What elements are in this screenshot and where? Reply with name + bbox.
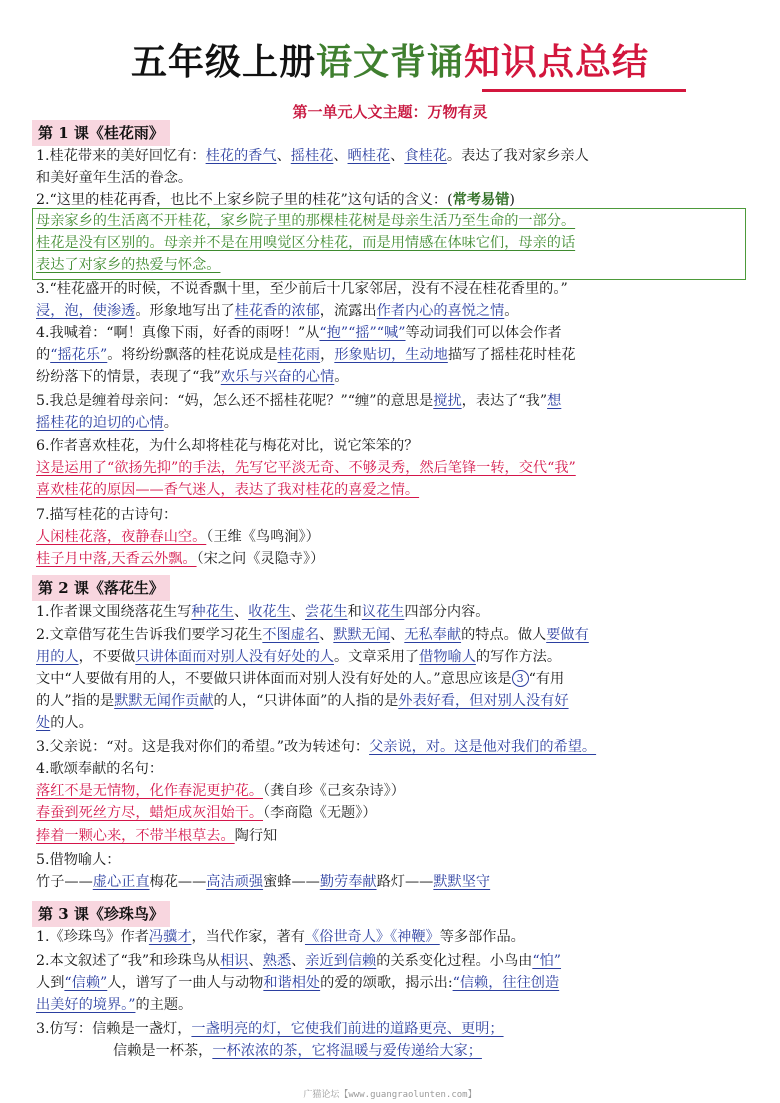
answer: 默默无闻作贡献 [114, 693, 214, 709]
l1-line-5: 桂花是没有区别的。母亲并不是在用嗅觉区分桂花，而是用情感在体味它们，母亲的话 [36, 235, 576, 251]
quote: 落红不是无情物，化作春泥更护花。 [36, 783, 264, 799]
text: 的人，“只讲体面”的人指的是 [213, 693, 399, 709]
text: 等动词我们可以体会作者 [405, 325, 562, 341]
answer: 欢乐与兴奋的心情 [220, 369, 335, 385]
text: 人，谱写了一曲人与动物 [107, 975, 264, 991]
text: 4.我喊着：“啊！真像下雨，好香的雨呀！”从 [36, 325, 320, 341]
l1-line-16: 喜欢桂花的原因——香气迷人，表达了我对桂花的喜爱之情。 [36, 482, 420, 498]
l2-line-1 [36, 601, 750, 623]
answer: 高洁顽强 [206, 874, 264, 890]
text: 2.本文叙述了“我”和珍珠鸟从 [36, 953, 221, 969]
answer: 形象贴切，生动地 [334, 347, 448, 363]
title-part-3: 知识点总结 [464, 42, 650, 83]
answer: 相识 [220, 953, 249, 969]
l2-line-4 [36, 668, 750, 690]
page-title [0, 40, 780, 86]
quote-source: （李商隐《无题》） [263, 805, 377, 821]
text: 、 [234, 604, 249, 620]
l1-line-8 [36, 300, 750, 322]
text: 纷纷落下的情景，表现了“我” [36, 369, 221, 385]
answer: “信赖，往往创造 [452, 975, 560, 991]
text: 、 [276, 148, 291, 164]
text: 、 [390, 627, 405, 643]
text: 四部分内容。 [404, 604, 490, 620]
l2-quote-3 [36, 825, 750, 847]
poem-source: （宋之问《灵隐寺》） [196, 551, 325, 567]
l2-line-9: 5.借物喻人： [36, 852, 121, 868]
text: 文中“人要做有用的人，不要做只讲体面而对别人没有好处的人。”意思应该是 [36, 671, 512, 687]
answer: 一盏明亮的灯，它使我们前进的道路更亮、更明； [191, 1021, 504, 1037]
text: ，不要做 [78, 649, 136, 665]
l1-line-9 [36, 322, 750, 344]
poem: 人闲桂花落，夜静春山空。 [36, 529, 207, 545]
l1-line-2: 和美好童年生活的眷念。 [36, 170, 193, 186]
l2-line-3 [36, 646, 750, 668]
text: “有用 [528, 671, 565, 687]
text: 梅花—— [149, 874, 207, 890]
l1-line-13 [36, 412, 750, 434]
frequent-error-tag: 常考易错 [452, 192, 510, 208]
l2-line-10 [36, 871, 750, 893]
l2-line-6 [36, 712, 750, 734]
text: 、 [291, 953, 306, 969]
answer: “摇花乐” [50, 347, 108, 363]
text: 3.父亲说：“对。这是我对你们的希望。”改为转述句： [36, 739, 370, 755]
title-part-2: 语文背诵 [315, 42, 464, 83]
answer: 《俗世奇人》《神鞭》 [304, 929, 440, 945]
answer: 外表好看，但对别人没有好 [398, 693, 569, 709]
text: 。表达了我对家乡亲人 [446, 148, 589, 164]
text: 的主题。 [135, 997, 193, 1013]
answer: 冯骥才 [148, 929, 192, 945]
answer: 默默坚守 [433, 874, 491, 890]
l2-line-2 [36, 624, 750, 646]
text: 、 [290, 604, 305, 620]
text: 描写了摇桂花时桂花 [447, 347, 576, 363]
answer: 晒桂花 [347, 148, 391, 164]
l3-line-6 [113, 1040, 750, 1062]
quote: 捧着一颗心来，不带半根草去。 [36, 828, 235, 844]
text: 。 [334, 369, 349, 385]
text: 路灯—— [376, 874, 434, 890]
answer: 议花生 [361, 604, 405, 620]
answer: 用的人 [36, 649, 79, 665]
text: ，表达了“我” [461, 393, 548, 409]
lesson-2-heading: 第 2 课《落花生》 [32, 575, 170, 601]
answer: 食桂花 [404, 148, 447, 164]
l3-line-1 [36, 926, 750, 948]
text: 等多部作品。 [439, 929, 525, 945]
text: 和 [347, 604, 362, 620]
answer: 熟悉 [262, 953, 292, 969]
text: 的写作方法。 [475, 649, 562, 665]
unit-subtitle: 第一单元人文主题：万物有灵 [292, 103, 488, 121]
answer: “信赖” [64, 975, 108, 991]
l1-poem-1 [36, 526, 750, 548]
answer: 出美好的境界。” [36, 997, 136, 1013]
l1-poem-2 [36, 548, 750, 570]
text: 的 [36, 347, 51, 363]
text: 的特点。做人 [461, 627, 547, 643]
answer: 父亲说，对。这是他对我们的希望。 [369, 739, 597, 755]
l1-line-4: 母亲家乡的生活离不开桂花，家乡院子里的那棵桂花树是母亲生活乃至生命的一部分。 [36, 213, 576, 229]
quote-source: 陶行知 [234, 828, 278, 844]
text: 的人”指的是 [36, 693, 115, 709]
text: 3.仿写：信赖是一盏灯， [36, 1021, 192, 1037]
text: 人到 [36, 975, 65, 991]
text: 信赖是一杯茶， [113, 1043, 213, 1059]
text: 、 [333, 148, 348, 164]
title-underline [482, 89, 686, 92]
answer: 作者内心的喜悦之情 [376, 303, 505, 319]
l1-line-7: 3.“桂花盛开的时候，不说香飘十里，至少前后十几家邻居，没有不浸在桂花香里的。” [36, 281, 568, 297]
poem-source: （王维《鸟鸣涧》） [206, 529, 320, 545]
answer: 想 [547, 393, 562, 409]
l1-line-17: 7.描写桂花的古诗句： [36, 507, 178, 523]
answer-circled-number: 3 [512, 670, 529, 687]
answer: 一杯浓浓的茶，它将温暖与爱传递给大家； [212, 1043, 482, 1059]
answer: 摇桂花 [290, 148, 334, 164]
answer: 亲近到信赖 [305, 953, 377, 969]
answer: 摇桂花的迫切的心情 [36, 415, 164, 431]
text: ， [320, 347, 335, 363]
text: ) [509, 192, 515, 208]
answer: 勤劳奉献 [319, 874, 377, 890]
l2-quote-2 [36, 802, 750, 824]
answer: 桂花雨 [277, 347, 321, 363]
answer: 无私奉献 [404, 627, 462, 643]
l1-line-6: 表达了对家乡的热爱与怀念。 [36, 257, 221, 273]
text: 的关系变化过程。小鸟由 [376, 953, 533, 969]
l1-line-1 [36, 145, 750, 167]
answer: 搅扰 [433, 393, 462, 409]
answer: “抱”“摇”“喊” [319, 325, 406, 341]
text: ，流露出 [319, 303, 377, 319]
text: 。形象地写出了 [135, 303, 235, 319]
l1-line-12 [36, 390, 750, 412]
l1-line-14: 6.作者喜欢桂花，为什么却将桂花与梅花对比，说它笨笨的？ [36, 438, 419, 454]
answer: 和谐相处 [263, 975, 321, 991]
text: 。文章采用了 [333, 649, 420, 665]
answer: 要做有 [546, 627, 589, 643]
l3-line-5 [36, 1018, 750, 1040]
l2-quote-1 [36, 780, 750, 802]
text: ，当代作家，著有 [191, 929, 305, 945]
text: 2.文章借写花生告诉我们要学习花生 [36, 627, 263, 643]
text: 、 [390, 148, 405, 164]
l1-line-10 [36, 344, 750, 366]
quote-source: （龚自珍《己亥杂诗》） [263, 783, 405, 799]
footer-watermark: 广猫论坛【www.guangraolunten.com】 [303, 1090, 477, 1100]
l2-line-5 [36, 690, 750, 712]
answer: 不图虚名 [262, 627, 320, 643]
answer: 收花生 [248, 604, 291, 620]
lesson-1-heading: 第 1 课《桂花雨》 [32, 120, 170, 146]
answer: 默默无闻 [333, 627, 391, 643]
answer: 处 [36, 715, 51, 731]
text: 。 [163, 415, 178, 431]
text: 竹子—— [36, 874, 93, 890]
text: 。 [504, 303, 519, 319]
l1-line-11 [36, 366, 750, 388]
answer: 借物喻人 [419, 649, 476, 665]
l2-line-8: 4.歌颂奉献的名句： [36, 761, 164, 777]
answer: 只讲体面而对别人没有好处的人 [135, 649, 334, 665]
answer: 尝花生 [304, 604, 348, 620]
text: 的人。 [50, 715, 93, 731]
title-part-1: 五年级上册 [130, 42, 316, 83]
l3-line-3 [36, 972, 750, 994]
l3-line-4 [36, 994, 750, 1016]
text: 5.我总是缠着母亲问：“妈，怎么还不摇桂花呢？”“缠”的意思是 [36, 393, 434, 409]
text: 蜜蜂—— [263, 874, 320, 890]
text: 、 [248, 953, 263, 969]
answer: 种花生 [191, 604, 234, 620]
answer: “怕” [532, 953, 562, 969]
l2-line-7 [36, 736, 750, 758]
text: 。将纷纷飘落的桂花说成是 [107, 347, 278, 363]
poem: 桂子月中落,天香云外飘。 [36, 551, 197, 567]
text: 2.“这里的桂花再香，也比不上家乡院子里的桂花”这句话的含义：( [36, 192, 453, 208]
l3-line-2 [36, 950, 750, 972]
answer: 浸，泡，使渗透 [36, 303, 136, 319]
lesson-3-heading: 第 3 课《珍珠鸟》 [32, 901, 170, 927]
text: 、 [319, 627, 334, 643]
l1-line-15: 这是运用了“欲扬先抑”的手法，先写它平淡无奇、不够灵秀，然后笔锋一转，交代“我” [36, 460, 576, 476]
text: 的爱的颂歌，揭示出: [320, 975, 453, 991]
answer: 虚心正直 [92, 874, 150, 890]
text: 1.桂花带来的美好回忆有： [36, 148, 206, 164]
answer: 桂花香的浓郁 [234, 303, 320, 319]
answer: 桂花的香气 [205, 148, 277, 164]
text: 1.《珍珠鸟》作者 [36, 929, 149, 945]
text: 1.作者课文围绕落花生写 [36, 604, 192, 620]
quote: 春蚕到死丝方尽，蜡炬成灰泪始干。 [36, 805, 264, 821]
